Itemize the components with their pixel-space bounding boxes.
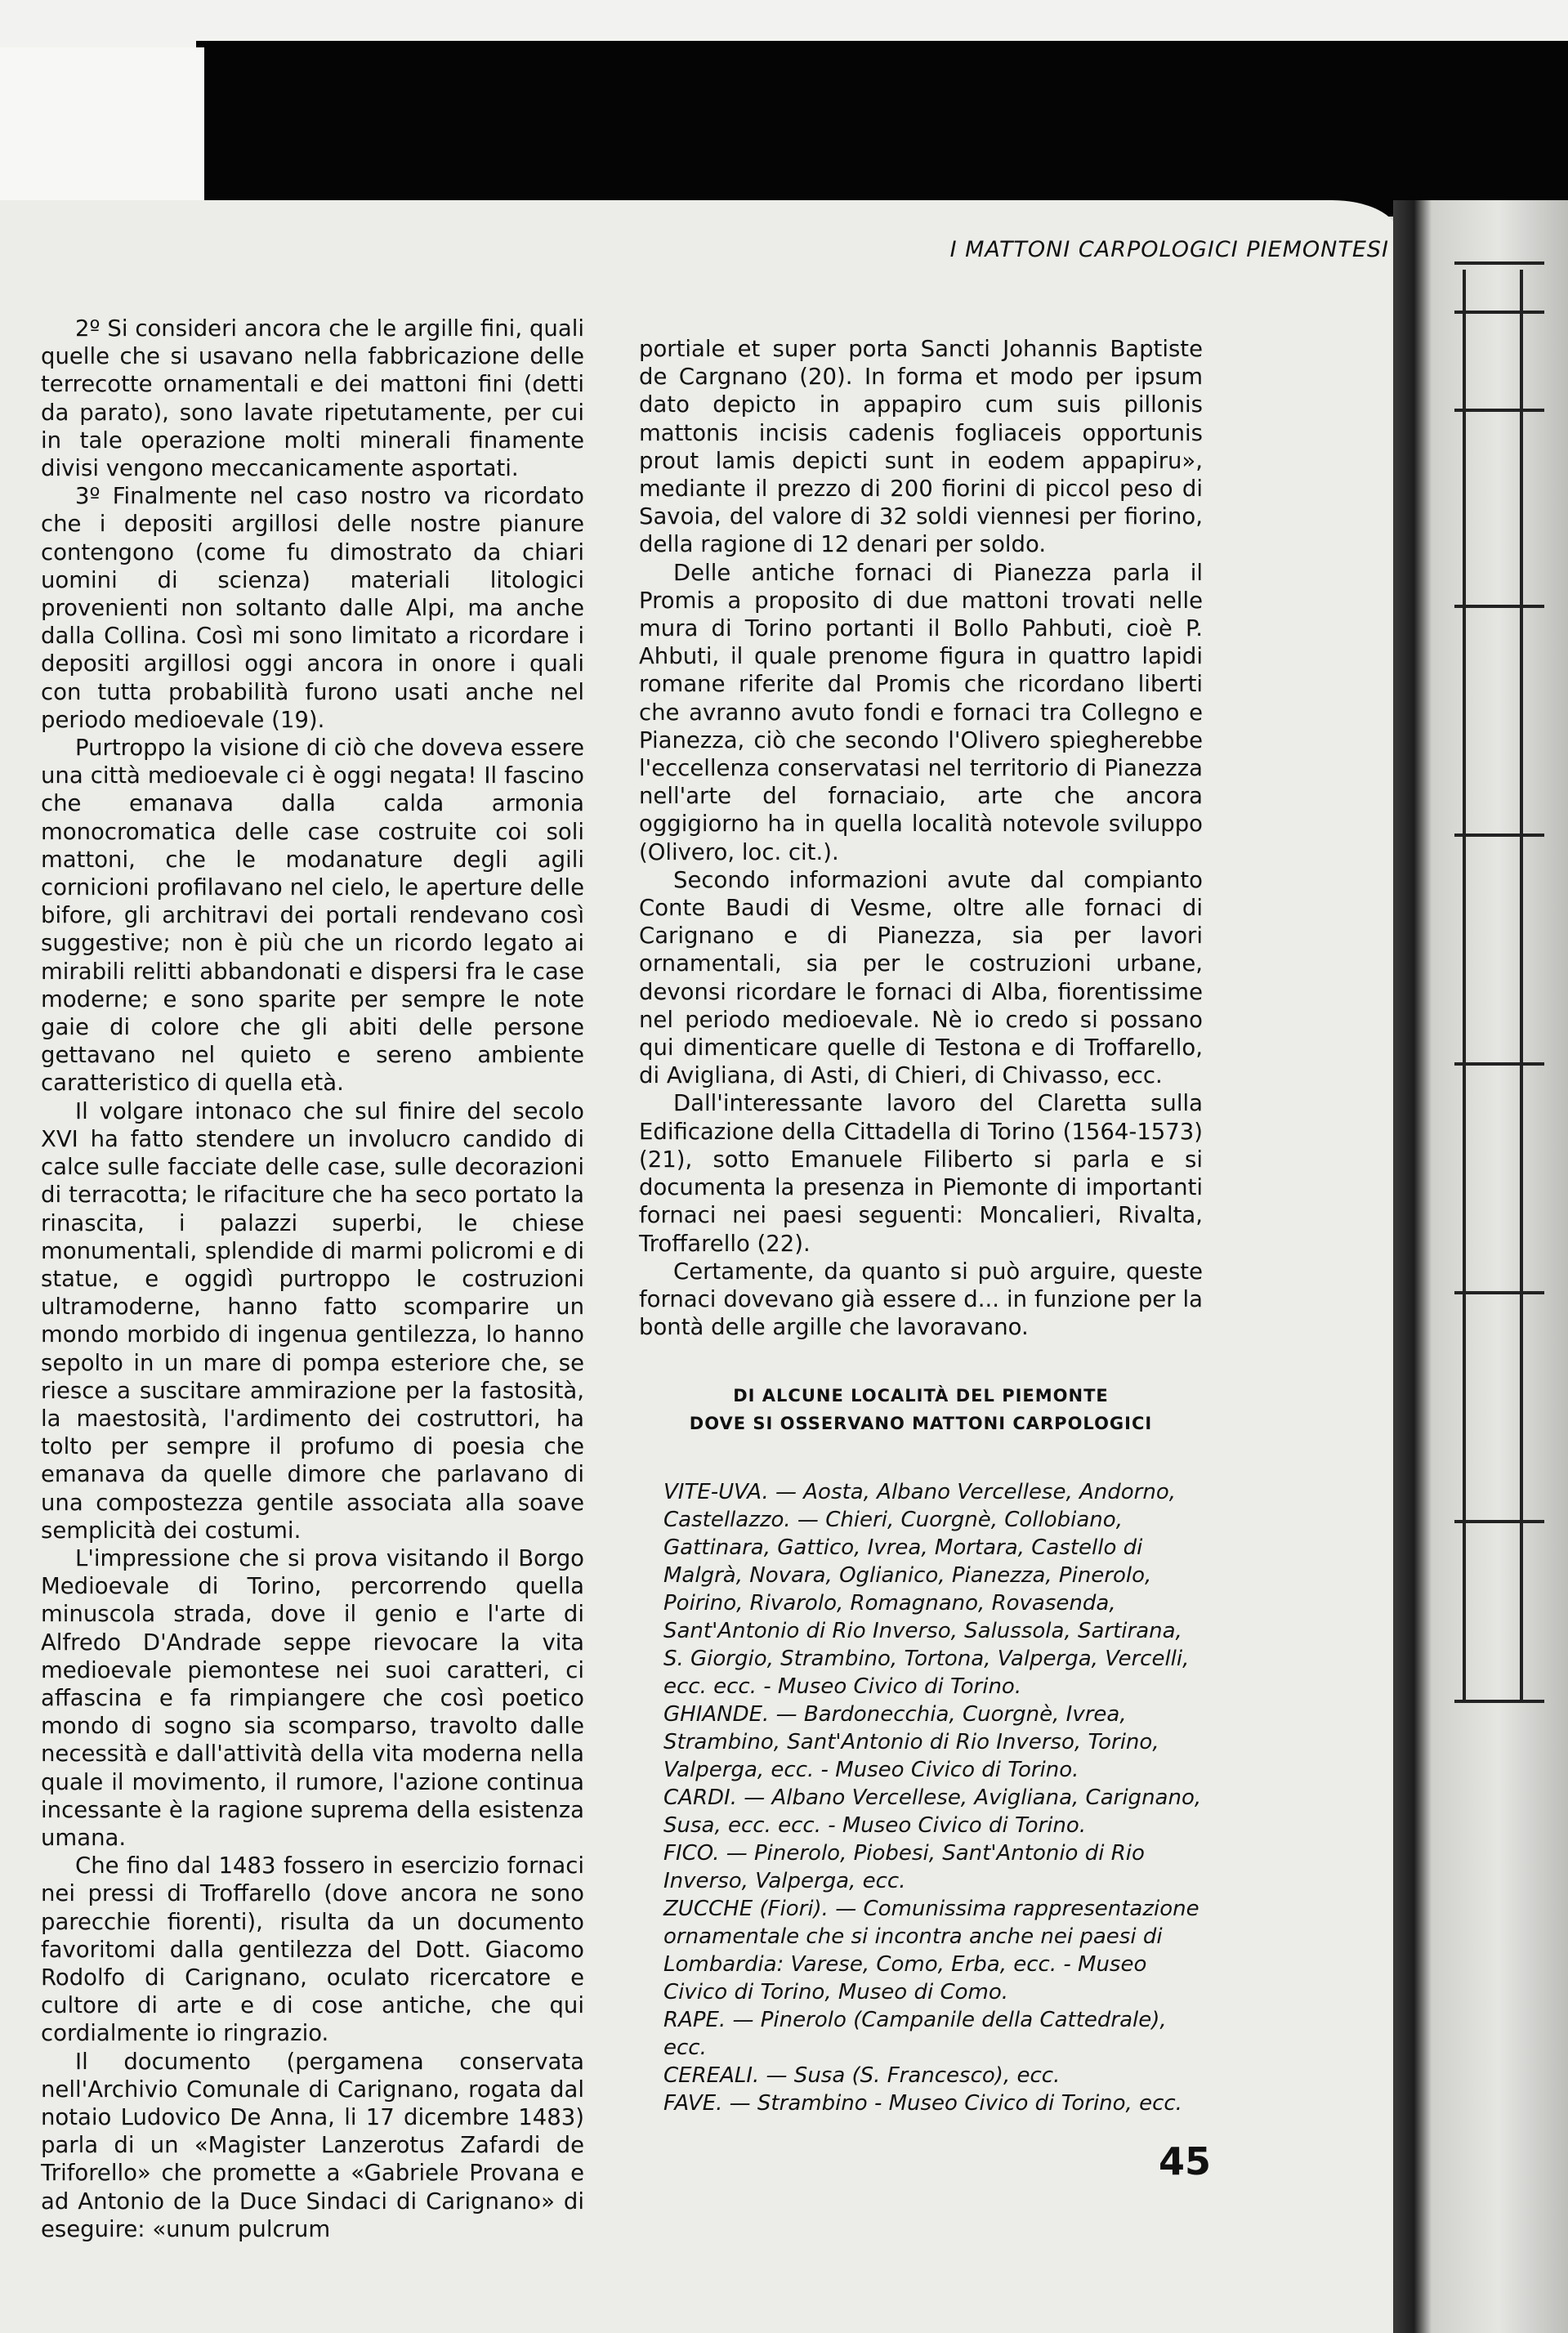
section-heading-line: DI ALCUNE LOCALITÀ DEL PIEMONTE [733, 1386, 1109, 1406]
right-column [639, 335, 1203, 2117]
list-item: CEREALI. — Susa (S. Francesco), ecc. [663, 2063, 1061, 2089]
paragraph: L'impressione che si prova visitando il Borgo Medioevale di Torino, percorrendo quella minuscola strada, dove il genio e l'arte di Alfredo D'Andrade seppe rievocare la vita medioevale piemontese nei suoi caratteri, ci affascina e fa rimpiangere che così poetico mondo di sogno sia scomparso, travolto dalle necessità e dall'attività della vita moderna nella quale il movimento, il rumore, l'azione continua incessante è la ragione suprema della esistenza umana. [41, 1544, 584, 1851]
paragraph: Delle antiche fornaci di Pianezza parla il Promis a proposito di due mattoni trovati nelle mura di Torino portanti il Bollo Pahbuti, cioè P. Ahbuti, il quale prenome figura in quattro lapidi romane riferite dal Promis che ricordano liberti che avranno avuto fondi e fornaci tra Collegno e Pianezza, ciò che secondo l'Olivero spiegherebbe l'eccellenza conservatasi nel territorio di Pianezza nell'arte del fornaciaio, arte che ancora oggigiorno ha in quella località notevole sviluppo (Olivero, loc. cit.). [639, 559, 1203, 865]
list-item: ZUCCHE (Fiori). — Comunissima rappresentazione ornamentale che si incontra anche nei paesi di Lombardia: Varese, Como, Erba, ecc. - Museo Civico di Torino, Museo di Como. [663, 1897, 1199, 2005]
list-item: FICO. — Pinerolo, Piobesi, Sant'Antonio di Rio Inverso, Valperga, ecc. [663, 1841, 1145, 1894]
paragraph: Secondo informazioni avute dal compianto Conte Baudi di Vesme, oltre alle fornaci di Carignano e di Pianezza, sia per lavori ornamentali, sia per le costruzioni urbane, devonsi ricordare le fornaci di Alba, fiorentissime nel periodo medioevale. Nè io credo si possano qui dimenticare quelle di Testona e di Troffarello, di Avigliana, di Asti, di Chieri, di Chivasso, ecc. [639, 866, 1203, 1089]
paragraph: 3º Finalmente nel caso nostro va ricordato che i depositi argillosi delle nostre pianure contengono (come fu dimostrato da chiari uomini di scienza) materiali litologici provenienti non soltanto dalle Alpi, ma anche dalla Collina. Così mi sono limitato a ricordare i depositi argillosi oggi ancora in onore i quali con tutta probabilità furono usati anche nel periodo medioevale (19). [41, 483, 584, 733]
scan-left-margin [0, 47, 204, 211]
paragraph: 2º Si consideri ancora che le argille fini, quali quelle che si usavano nella fabbricazione delle terrecotte ornamentali e dei mattoni fini (detti da parato), sono lavate ripetutamente, per cui in tale operazione molti minerali finamente divisi vengono meccanicamente asportati. [41, 315, 584, 482]
paragraph: Il documento (pergamena conservata nell'Archivio Comunale di Carignano, rogata dal notaio Ludovico De Anna, li 17 dicembre 1483) parla di un «Magister Lanzerotus Zafardi de Triforello» che promette a «Gabriele Provana e ad Antonio de la Duce Sindaci di Carignano» di eseguire: «unum pulcrum [41, 2048, 584, 2242]
list-item: GHIANDE. — Bardonecchia, Cuorgnè, Ivrea, Strambino, Sant'Antonio di Rio Inverso, Torino, Valperga, ecc. - Museo Civico di Torino. [663, 1702, 1159, 1783]
left-column [41, 315, 584, 2243]
section-heading-line: DOVE SI OSSERVANO MATTONI CARPOLOGICI [689, 1414, 1153, 1434]
spine-rule [1463, 270, 1466, 1700]
paragraph: Che fino dal 1483 fossero in esercizio fornaci nei pressi di Troffarello (dove ancora ne sono parecchie fiorenti), risulta da un documento favoritomi dalla gentilezza del Dott. Giacomo Rodolfo di Carignano, oculato ricercatore e cultore di arte e di cose antiche, che qui cordialmente io ringrazio. [41, 1853, 584, 2047]
list-item: FAVE. — Strambino - Museo Civico di Torino, ecc. [663, 2091, 1182, 2116]
paragraph: Certamente, da quanto si può arguire, queste fornaci dovevano già essere d... in funzione per la bontà delle argille che lavoravano. [639, 1258, 1203, 1341]
list-item: RAPE. — Pinerolo (Campanile della Cattedrale), ecc. [663, 2008, 1167, 2061]
running-head: I MATTONI CARPOLOGICI PIEMONTESI [949, 237, 1389, 262]
paragraph: portiale et super porta Sancti Johannis Baptiste de Cargnano (20). In forma et modo per ipsum dato depicto in appapiro cum suis pillonis mattonis incisis cadenis fogliaceis opportunis prout lamis depicti sunt in eodem appapiru», mediante il prezzo di 200 fiorini di piccol peso di Savoia, del valore di 32 soldi viennesi per fiorino, della ragione di 12 denari per soldo. [639, 336, 1203, 558]
paragraph: Dall'interessante lavoro del Claretta sulla Edificazione della Cittadella di Torino (1564-1573) (21), sotto Emanuele Filiberto si parla e si documenta la presenza in Piemonte di importanti fornaci nei paesi seguenti: Moncalieri, Rivalta, Troffarello (22). [639, 1090, 1203, 1257]
paragraph: Purtroppo la visione di ciò che doveva essere una città medioevale ci è oggi negata! Il fascino che emanava dalla calda armonia monocromatica delle case costruite coi soli mattoni, che le modanature degli agili cornicioni profilavano nel cielo, le aperture delle bifore, gli architravi dei portali rendevano così suggestive; non è più che un ricordo legato ai mirabili relitti abbandonati e dispersi fra le case moderne; e sono sparite per sempre le note gaie di colore che gli abiti delle persone gettavano nel quieto e sereno ambiente caratteristico di quella età. [41, 735, 584, 1097]
page-number: 45 [1159, 2139, 1212, 2183]
list-item: CARDI. — Albano Vercellese, Avigliana, Carignano, Susa, ecc. ecc. - Museo Civico di Torino. [663, 1786, 1202, 1839]
list-item: VITE-UVA. — Aosta, Albano Vercellese, Andorno, Castellazzo. — Chieri, Cuorgnè, Collobiano, Gattinara, Gattico, Ivrea, Mortara, Castello di Malgrà, Novara, Oglianico, Pianezza, Pinerolo, Poirino, Rivarolo, Romagnano, Rovasenda, Sant'Antonio di Rio Inverso, Salussola, Sartirana, S. Giorgio, Strambino, Tortona, Valperga, Vercelli, ecc. ecc. - Museo Civico di Torino. [663, 1480, 1190, 1700]
scan-dark-band [196, 41, 1568, 217]
section-heading [639, 1382, 1203, 1437]
spine-lines [1454, 261, 1544, 1814]
spine-rule [1520, 270, 1523, 1700]
paragraph: Il volgare intonaco che sul finire del secolo XVI ha fatto stendere un involucro candido di calce sulle facciate delle case, sulle decorazioni di terracotta; le rifaciture che ha seco portato la rinascita, i palazzi superbi, le chiese monumentali, splendide di marmi policromi e di statue, e oggidì purtroppo le costruzioni ultramoderne, hanno fatto scomparire un mondo morbido di ingenua gentilezza, lo hanno sepolto in un mare di pompa esteriore che, se riesce a suscitare ammirazione per la fastosità, la maestosità, l'ardimento dei costruttori, ha tolto per sempre il profumo di poesia che emanava da quelle dimore che parlavano di una compostezza gentile associata alla soave semplicità dei costumi. [41, 1097, 584, 1544]
